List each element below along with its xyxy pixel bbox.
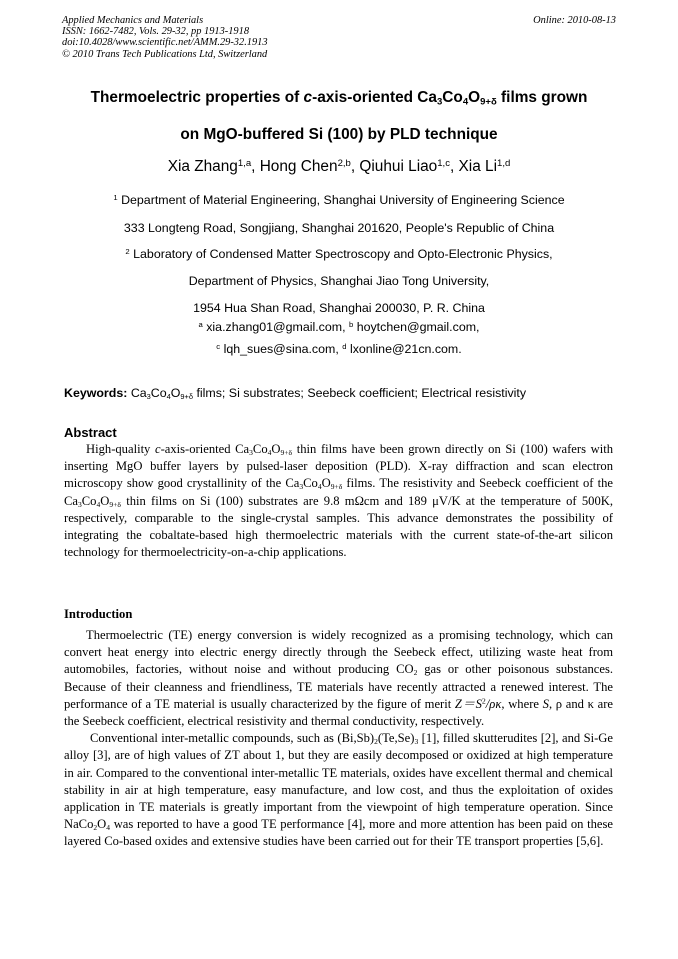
author-sup: 1,d — [497, 157, 511, 169]
page-header — [62, 15, 616, 65]
aff-sup: 1 — [113, 192, 118, 202]
title-text: -axis-oriented Ca — [312, 89, 437, 106]
affiliation-2-line-2: Department of Physics, Shanghai Jiao Tong University, — [188, 274, 490, 288]
text: Conventional inter-metallic compounds, such as (Bi,Sb) — [90, 731, 375, 746]
issn-line: ISSN: 1662-7482, Vols. 29-32, pp 1913-1918 — [62, 26, 250, 38]
email-text: xia.zhang01@gmail.com, — [202, 320, 349, 334]
email-sup: b — [348, 319, 354, 329]
author-sup: 1,a — [237, 157, 252, 169]
author-name: Xia Zhang — [167, 158, 238, 175]
doi-line: doi:10.4028/www.scientific.net/AMM.29-32.1913 — [62, 37, 268, 49]
intro-paragraph-1: Thermoelectric (TE) energy conversion is widely recognized as a promising technology, which can convert heat energy into electric energy directly through the Seebeck effect, utilizing waste heat from automobiles, factories, without noise and without producing $CO_2$ gas or other poisonous substances. Because of their cleanness and friendliness, TE materials have recently attracted a renewed interest. The performance of a TE material is usually characterized by the figure of merit $Z=S^2/\rho\kappa$, where S, ρ and κ are the Seebeck coefficient, electrical resistivity and thermal conductivity, respectively. — [64, 628, 613, 729]
text: was reported to have a good TE performance [4], more and more attention has been paid on these layered Co-based oxides and extensive studies have been carried out for their TE transport properties [5,6]. — [64, 817, 613, 849]
text: O — [97, 817, 107, 832]
intro-paragraph-2: Conventional inter-metallic compounds, such as $(Bi,Sb)_2(Te,Se)_3$ [1], filled skutterudites [2], and Si-Ge alloy [3], are of high values of ZT about 1, but they are easily decomposed or oxidized at high temperature in air. Compared to the conventional inter-metallic TE materials, oxides have excellent thermal and chemical stability in air at high temperature, easy manufacture, and low cost, and thus the exploitation of oxides application in TE materials is greatly important from the viewpoint of high temperature operation. Since $NaCo_2O_4$ was reported to have a good TE performance [4], more and more attention has been paid on these layered Co-based oxides and extensive studies have been carried out for their TE transport properties [5,6]. — [64, 731, 613, 849]
italic-z: Z — [454, 696, 462, 711]
author-list: Xia Zhang$^{1,a}$, Hong Chen$^{2,b}$, Qiuhui Liao$^{1,c}$, Xia Li$^{1,d}$ — [167, 157, 511, 175]
author-name: Xia Li — [458, 158, 498, 175]
text: (Te,Se) — [377, 731, 415, 746]
title-text: films grown — [496, 89, 588, 106]
paper-title-line-1 — [0, 89, 678, 107]
email-sup: c — [216, 341, 221, 351]
aff-text: Laboratory of Condensed Matter Spectroscopy and Opto-Electronic Physics, — [129, 247, 553, 261]
online-date: Online: 2010-08-13 — [533, 15, 616, 26]
italic-c: c — [154, 442, 161, 456]
text: High-quality — [86, 442, 155, 456]
author-name: Qiuhui Liao — [359, 158, 438, 175]
abstract-paragraph: High-quality c-axis-oriented $Ca_3Co_4O_{9+\delta}$ thin films have been grown directly on Si (100) wafers with inserting MgO buffer layers by pulsed-laser deposition (PLD). X-ray diffraction and scan electron microscopy show good crystallinity of the $Ca_3Co_4O_{9+\delta}$ films. The resistivity and Seebeck coefficient of the $Ca_3Co_4O_{9+\delta}$ thin films on Si (100) substrates are 9.8 mΩcm and 189 μV/K at the temperature of 500K, respectively, comparable to the single-crystal samples. This advance demonstrates the possibility of integrating the cobaltate-based high thermoelectric materials with the current state-of-the-art silicon technology for thermoelectricity-on-a-chip applications. — [64, 442, 613, 560]
keywords-label: Keywords: — [64, 386, 128, 400]
text: gas or other poisonous substances. Because of their cleanness and friendliness, TE materials have recently attracted a renewed interest. The performance of a TE material is usually characterized by the figure of merit — [64, 662, 613, 711]
email-line-1 — [0, 320, 678, 334]
kw-formula: $Ca_3Co_4O_{9+\delta}$ — [130, 386, 194, 401]
email-sup: d — [342, 341, 347, 351]
text: Thermoelectric (TE) energy conversion is widely recognized as a promising technology, which can convert heat energy into electric energy directly through the Seebeck effect, utilizing waste heat from automobiles, factories, without noise and without producing CO — [64, 628, 613, 677]
text: -axis-oriented Ca — [160, 442, 250, 456]
author-sup: 2,b — [337, 157, 351, 169]
copyright-line: © 2010 Trans Tech Publications Ltd, Switzerland — [62, 48, 268, 60]
title-sub: 9+δ — [480, 96, 497, 108]
title-italic-c: c — [303, 89, 313, 106]
keywords-text: films; Si substrates; Seebeck coefficient; Electrical resistivity — [193, 386, 527, 400]
email-sup: a — [198, 319, 203, 329]
author-sup: 1,c — [437, 157, 450, 169]
paper-title-line-2: on MgO-buffered Si (100) by PLD technique — [180, 126, 498, 143]
equation: /ρκ — [485, 696, 502, 711]
introduction-body — [64, 627, 613, 851]
text: , where — [501, 696, 543, 711]
affiliation-2-line-3: 1954 Hua Shan Road, Shanghai 200030, P. R. China — [193, 301, 485, 315]
title-text: O — [468, 89, 481, 106]
title-sub: 3 — [436, 96, 443, 108]
title-text: Thermoelectric properties of — [90, 89, 304, 106]
text: [1], filled skutterudites [2], and Si-Ge alloy [3], are of high values of ZT about 1, but they are easily decomposed or oxidized at high temperature in air. Compared to the conventional inter-metallic TE materials, oxides have excellent thermal and chemical stability in air at high temperature, easy manufacture, and low cost, and thus the exploitation of oxides application in TE materials is greatly important from the viewpoint of high temperature operation. Since NaCo — [64, 731, 613, 832]
title-text: Co — [442, 89, 463, 106]
affiliation-1-line-2: 333 Longteng Road, Songjiang, Shanghai 201620, People's Republic of China — [123, 221, 555, 235]
author-name: Hong Chen — [259, 158, 338, 175]
text: thin films on Si (100) substrates are 9.8 mΩcm and 189 μV/K at the temperature of 500K, respectively, comparable to the single-crystal samples. This advance demonstrates the possibility of integrating the cobaltate-based high thermoelectric materials with the current state-of-the-art silicon technology for thermoelectricity-on-a-chip applications. — [64, 493, 613, 560]
equation: ＝S — [461, 696, 482, 711]
aff-text: Department of Material Engineering, Shanghai University of Engineering Science — [117, 193, 565, 207]
journal-name: Applied Mechanics and Materials — [62, 15, 204, 26]
journal-info — [62, 15, 268, 60]
abstract-heading: Abstract — [64, 425, 117, 440]
abstract-body — [64, 441, 613, 561]
email-text: hoytchen@gmail.com, — [353, 320, 480, 334]
italic-s: S — [542, 696, 549, 711]
text: films. The resistivity and Seebeck coefficient of the Ca — [64, 476, 613, 508]
introduction-heading: Introduction — [64, 607, 133, 621]
affiliation-2-line-1 — [0, 247, 678, 261]
aff-sup: 2 — [125, 246, 130, 256]
text: thin films have been grown directly on Si (100) wafers with inserting MgO buffer layers by pulsed-laser deposition (PLD). X-ray diffraction and scan electron microscopy show good crystallinity of the Ca — [64, 442, 613, 491]
affiliation-1-line-1 — [0, 193, 678, 207]
title-sub: 4 — [462, 96, 469, 108]
keywords-line — [64, 386, 526, 400]
email-text: lqh_sues@sina.com, — [220, 342, 343, 356]
email-line-2 — [0, 342, 678, 356]
email-text: lxonline@21cn.com. — [346, 342, 462, 356]
text: , ρ and κ are the Seebeck coefficient, electrical resistivity and thermal conductivity, respectively. — [64, 696, 613, 729]
